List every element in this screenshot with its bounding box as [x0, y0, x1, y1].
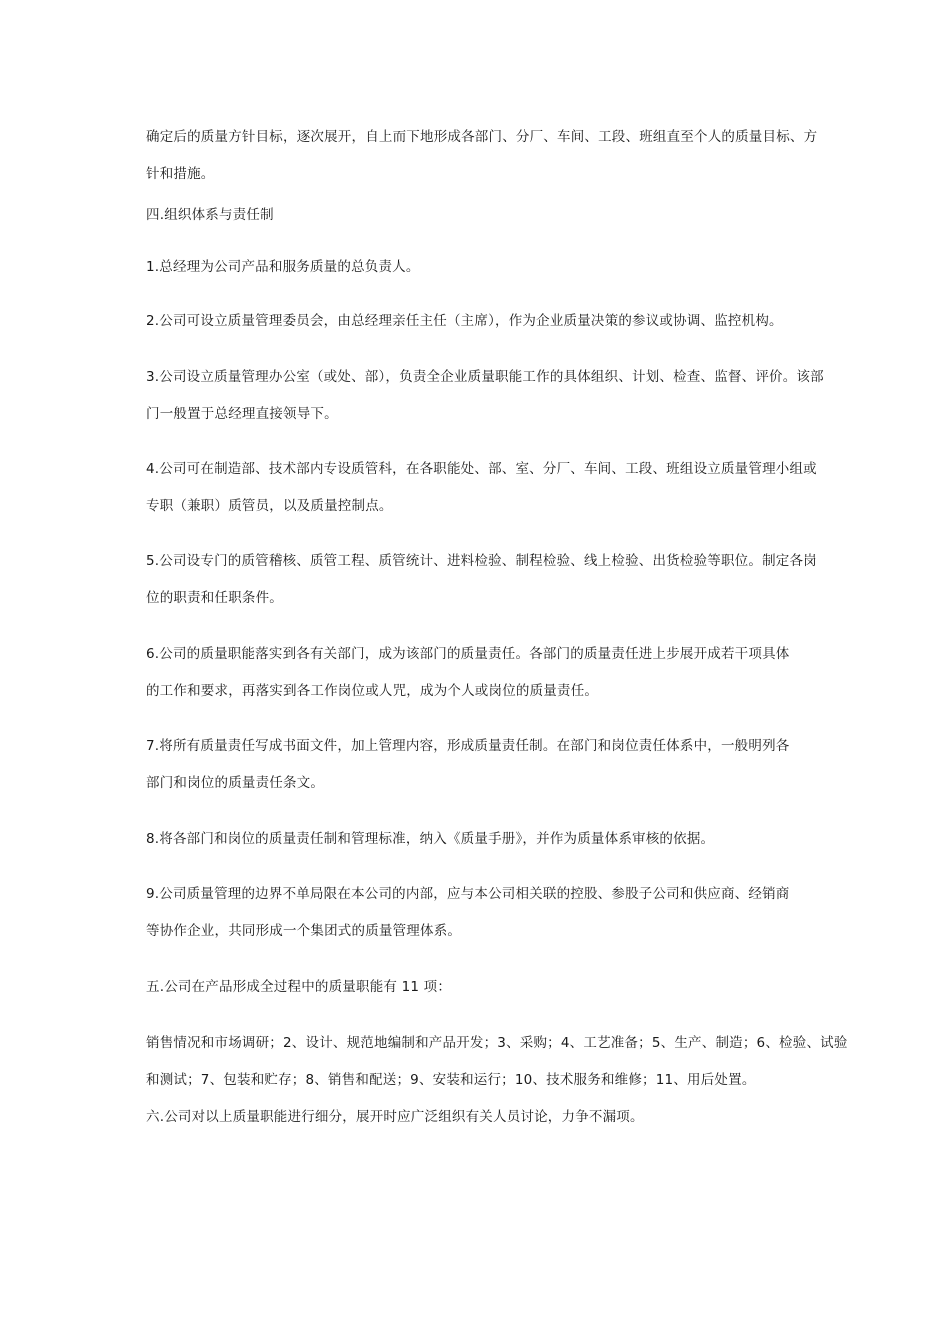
- paragraph-line: 针和措施。: [146, 166, 215, 182]
- paragraph-line: 7.将所有质量责任写成书面文件，加上管理内容，形成质量责任制。在部门和岗位责任体系中，一般明列各: [146, 738, 790, 754]
- paragraph-line: 5.公司设专门的质管稽核、质管工程、质管统计、进料检验、制程检验、线上检验、出货检验等职位。制定各岗: [146, 553, 817, 569]
- paragraph-line: 的工作和要求，再落实到各工作岗位或人咒，成为个人或岗位的质量责任。: [146, 683, 599, 699]
- paragraph-line: 门一般置于总经理直接领导下。: [146, 406, 338, 422]
- section-heading: 六.公司对以上质量职能进行细分，展开时应广泛组织有关人员讨论，力争不漏项。: [146, 1109, 644, 1125]
- paragraph-line: 9.公司质量管理的边界不单局限在本公司的内部，应与本公司相关联的控股、参股子公司和供应商、经销商: [146, 886, 790, 902]
- paragraph-line: 4.公司可在制造部、技术部内专设质管科，在各职能处、部、室、分厂、车间、工段、班组设立质量管理小组或: [146, 461, 817, 477]
- paragraph-line: 6.公司的质量职能落实到各有关部门，成为该部门的质量责任。各部门的质量责任进上步展开成若干项具体: [146, 646, 790, 662]
- paragraph-line: 销售情况和市场调研；2、设计、规范地编制和产品开发；3、采购；4、工艺准备；5、生产、制造；6、检验、试验: [146, 1035, 848, 1051]
- paragraph-line: 8.将各部门和岗位的质量责任制和管理标准，纳入《质量手册》，并作为质量体系审核的依据。: [146, 831, 715, 847]
- paragraph-line: 确定后的质量方针目标，逐次展开，自上而下地形成各部门、分厂、车间、工段、班组直至个人的质量目标、方: [146, 129, 818, 145]
- paragraph-line: 3.公司设立质量管理办公室（或处、部），负责全企业质量职能工作的具体组织、计划、检查、监督、评价。该部: [146, 369, 824, 385]
- section-heading: 五.公司在产品形成全过程中的质量职能有 11 项：: [146, 979, 452, 995]
- paragraph-line: 和测试；7、包装和贮存；8、销售和配送；9、安装和运行；10、技术服务和维修；11、用后处置。: [146, 1072, 756, 1088]
- paragraph-line: 2.公司可设立质量管理委员会，由总经理亲任主任（主席），作为企业质量决策的参议或协调、监控机构。: [146, 313, 783, 329]
- paragraph-line: 专职（兼职）质管员，以及质量控制点。: [146, 498, 393, 514]
- paragraph-line: 部门和岗位的质量责任条文。: [146, 775, 325, 791]
- paragraph-line: 位的职责和任职条件。: [146, 590, 283, 606]
- section-heading: 四.组织体系与责任制: [146, 207, 274, 223]
- paragraph-line: 1.总经理为公司产品和服务质量的总负责人。: [146, 259, 420, 275]
- paragraph-line: 等协作企业，共同形成一个集团式的质量管理体系。: [146, 923, 462, 939]
